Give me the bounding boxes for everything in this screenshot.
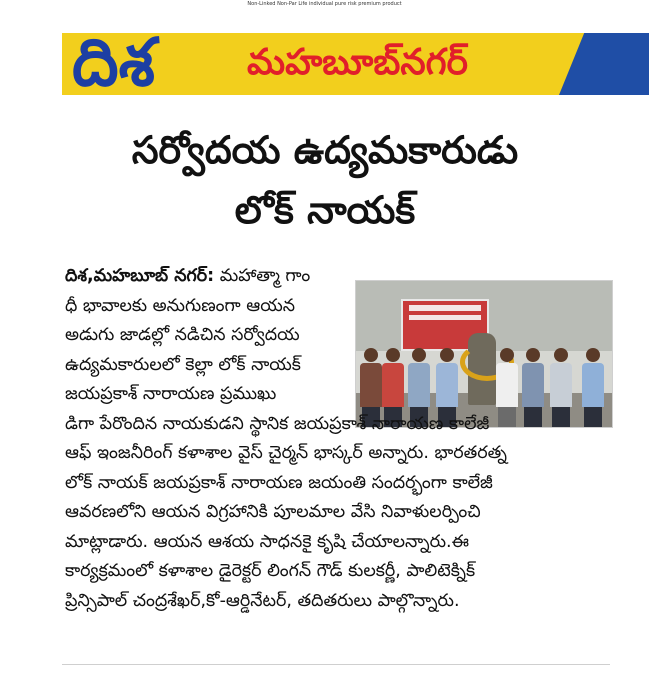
article-line: డిగా పేరొందిన నాయకుడని స్థానిక జయప్రకాశ్ నారాయణ కాలేజీ (65, 413, 490, 434)
headline-line-1: సర్వోదయ ఉద్యమకారుడు (131, 128, 519, 172)
article-line: ధీ భావాలకు అనుగుణంగా ఆయన (65, 295, 295, 316)
masthead-logo: దిశ (72, 33, 155, 95)
bottom-rule (62, 664, 610, 665)
article-line: ఆఫ్ ఇంజనీరింగ్ కళాశాల వైస్ చైర్మన్ భాస్కర్ అన్నారు. భారతరత్న (65, 443, 507, 463)
top-notice: Non-Linked Non-Par Life individual pure risk premium product (247, 1, 402, 7)
masthead-banner (62, 33, 649, 95)
article-line: ఉద్యమకారులలో కెల్లా లోక్ నాయక్ (65, 354, 301, 375)
dateline: దిశ,మహబూబ్ నగర్: (65, 266, 215, 286)
article-body (65, 262, 610, 616)
article-line: లోక్ నాయక్ జయప్రకాశ్ నారాయణ జయంతి సందర్భంగా కాలేజీ (65, 472, 493, 493)
headline (40, 120, 610, 240)
article-line: మాట్లాడారు. ఆయన ఆశయ సాధనకై కృషి చేయాలన్నారు.ఈ (65, 531, 470, 552)
masthead-stripe (559, 33, 649, 95)
article-line: అడుగు జాడల్లో నడిచిన సర్వోదయ (65, 325, 300, 345)
masthead-edition: మహబూబ్‌నగర్ (247, 42, 468, 83)
headline-line-2: లోక్ నాయక్ (234, 188, 416, 232)
article-line: దిశ,మహబూబ్ నగర్: మహాత్మా గాం (65, 266, 311, 286)
article-line: ప్రిన్సిపాల్ చంద్రశేఖర్,కో-ఆర్డినేటర్, తదితరులు పాల్గొన్నారు. (65, 590, 460, 611)
article-line: ఆవరణలోని ఆయన విగ్రహానికి పూలమాల వేసి నివాళులర్పించి (65, 502, 481, 522)
article-line: కార్యక్రమంలో కళాశాల డైరెక్టర్ లింగన్ గౌడ్ కులకర్ణీ, పాలిటెక్నిక్ (65, 561, 476, 581)
article-line: జయప్రకాశ్ నారాయణ ప్రముఖు (65, 384, 277, 404)
